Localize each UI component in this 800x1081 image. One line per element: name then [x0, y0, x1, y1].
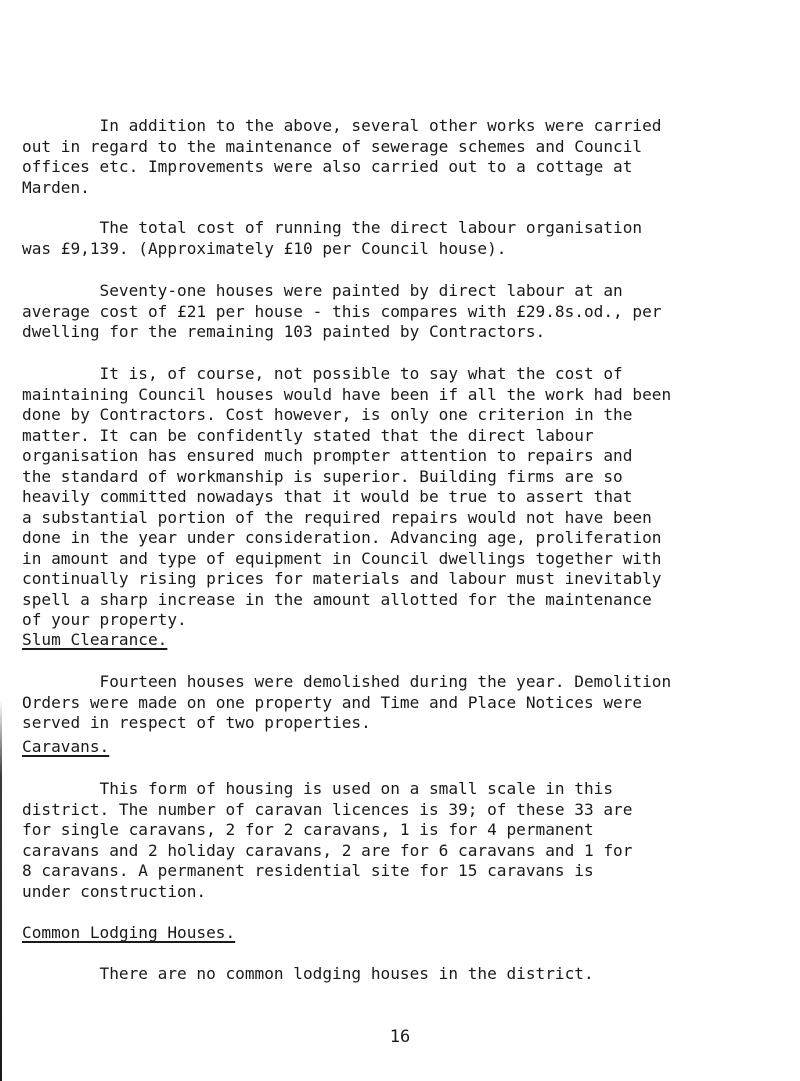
heading-common-lodging-houses: Common Lodging Houses. [22, 923, 236, 942]
heading-caravans: Caravans. [22, 737, 110, 756]
paragraph-common-lodging-houses: There are no common lodging houses in the district. [22, 964, 594, 983]
paragraph-maintenance-discussion: It is, of course, not possible to say what the cost of maintaining Council houses would have been if all the work had been done by Contractors. Cost however, is only one criterion in the matter. It can be confidently stated that the direct labour organisation has ensured much prompter attention to repairs and the standard of workmanship is superior. Building firms are so heavily committed nowadays that it would be true to assert that a substantial portion of the required repairs would not have been done in the year under consideration. Advancing age, proliferation in amount and type of equipment in Council dwellings together with continually rising prices for materials and labour must inevitably spell a sharp increase in the amount allotted for the maintenance of your property. [22, 364, 672, 629]
paragraph-painting-cost: Seventy-one houses were painted by direct labour at an average cost of £21 per house - this compares with £29.8s.od., per dwelling for the remaining 103 painted by Contractors. [22, 281, 662, 341]
paragraph-caravans: This form of housing is used on a small scale in this district. The number of caravan licences is 39; of these 33 are for single caravans, 2 for 2 caravans, 1 is for 4 permanent caravans and 2 holiday caravans, 2 are for 6 caravans and 1 for 8 caravans. A permanent residential site for 15 caravans is under construction. [22, 779, 633, 901]
paragraph-total-cost: The total cost of running the direct labour organisation was £9,139. (Approximately £10 per Council house). [22, 218, 643, 258]
paragraph-slum-clearance: Fourteen houses were demolished during the year. Demolition Orders were made on one property and Time and Place Notices were served in respect of two properties. [22, 672, 672, 732]
scan-edge-shadow [0, 700, 2, 1081]
paragraph-other-works: In addition to the above, several other works were carried out in regard to the maintenance of sewerage schemes and Council offices etc. Improvements were also carried out to a cottage at Marden. [22, 116, 662, 197]
heading-slum-clearance: Slum Clearance. [22, 630, 168, 649]
page-number: 16 [389, 1027, 411, 1047]
